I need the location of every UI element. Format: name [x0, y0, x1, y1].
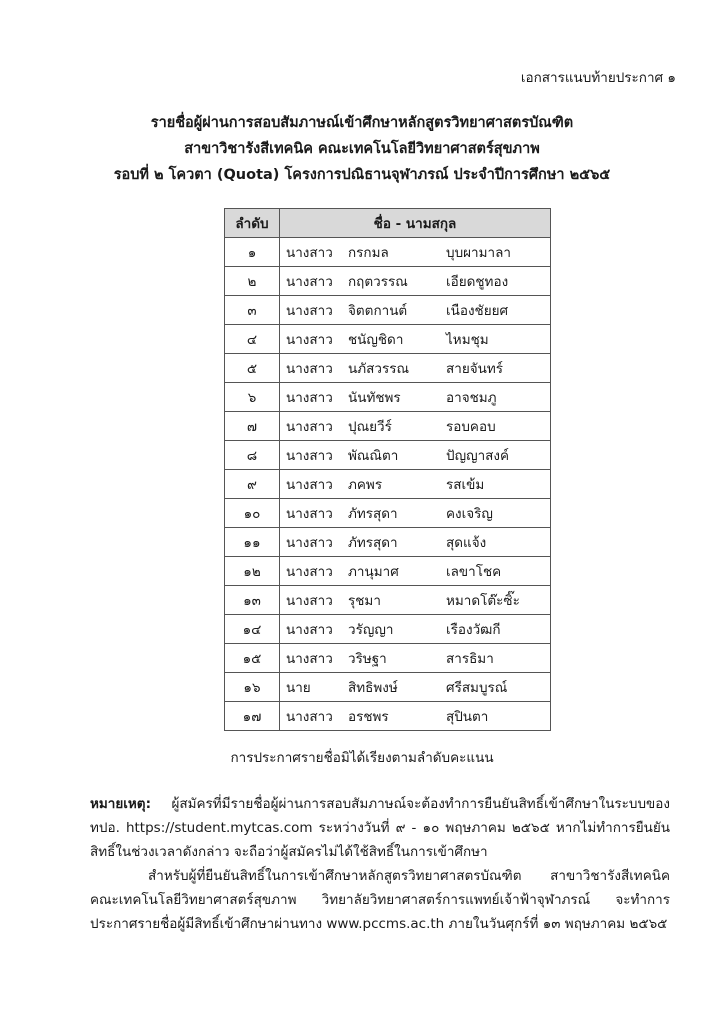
name-title: นางสาว — [286, 506, 333, 522]
first-name: สิทธิพงษ์ — [348, 680, 398, 696]
row-number: ๙ — [225, 470, 280, 499]
table-row — [225, 296, 551, 325]
table-body — [225, 238, 551, 731]
first-name: ภัทรสุดา — [348, 506, 398, 522]
table-row — [225, 238, 551, 267]
last-name: ศรีสมบูรณ์ — [446, 680, 508, 696]
name-title: นางสาว — [286, 274, 333, 290]
row-name-cell — [280, 528, 551, 557]
last-name: เลขาโชค — [446, 564, 502, 580]
row-name-cell — [280, 267, 551, 296]
first-name: พัณณิตา — [348, 448, 399, 464]
table-row — [225, 586, 551, 615]
table-row — [225, 441, 551, 470]
row-name-cell — [280, 412, 551, 441]
last-name: หมาดโต๊ะซิ๊ะ — [446, 593, 520, 609]
name-title: นางสาว — [286, 448, 333, 464]
last-name: เรืองวัฒกี — [446, 622, 501, 638]
name-title: นางสาว — [286, 477, 333, 493]
remark-text-1: ผู้สมัครที่มีรายชื่อผู้ผ่านการสอบสัมภาษณ์จะต้องทำการยืนยันสิทธิ์เข้าศึกษาในระบบของ ทปอ. https://student.mytcas.com ระหว่างวันที่ ๙ - ๑๐ พฤษภาคม ๒๕๖๕ หากไม่ทำการยืนยันสิทธิ์ในช่วงเวลาดังกล่าว จะถือว่าผู้สมัครไม่ได้ใช้สิทธิ์ในการเข้าศึกษา — [90, 796, 670, 860]
name-title: นางสาว — [286, 593, 333, 609]
name-title: นางสาว — [286, 535, 333, 551]
table-row — [225, 673, 551, 702]
row-number: ๑๐ — [225, 499, 280, 528]
first-name: นภัสวรรณ — [348, 361, 409, 377]
row-number: ๓ — [225, 296, 280, 325]
row-name-cell — [280, 644, 551, 673]
last-name: สุดแจ้ง — [446, 535, 487, 551]
first-name: วรัญญา — [348, 622, 394, 638]
row-number: ๑๓ — [225, 586, 280, 615]
row-number: ๒ — [225, 267, 280, 296]
name-title: นางสาว — [286, 390, 333, 406]
row-number: ๔ — [225, 325, 280, 354]
name-title: นางสาว — [286, 245, 333, 261]
last-name: รอบคอบ — [446, 419, 496, 435]
row-name-cell — [280, 238, 551, 267]
row-name-cell — [280, 557, 551, 586]
table-row — [225, 528, 551, 557]
row-name-cell — [280, 499, 551, 528]
heading-line-2: สาขาวิชารังสีเทคนิค คณะเทคโนโลยีวิทยาศาสตร์สุขภาพ — [184, 141, 540, 157]
remark-paragraph-1 — [90, 792, 670, 864]
column-header-name: ชื่อ - นามสกุล — [280, 209, 551, 238]
name-title: นางสาว — [286, 709, 333, 725]
row-number: ๑๒ — [225, 557, 280, 586]
first-name: ปุณยวีร์ — [348, 419, 392, 435]
last-name: อาจชมภู — [446, 390, 497, 406]
column-header-number: ลำดับ — [225, 209, 280, 238]
remark-label: หมายเหตุ: — [90, 796, 151, 812]
name-title: นาย — [286, 680, 311, 696]
name-title: นางสาว — [286, 303, 333, 319]
row-number: ๑๑ — [225, 528, 280, 557]
first-name: ชนัญชิดา — [348, 332, 404, 348]
row-number: ๖ — [225, 383, 280, 412]
name-title: นางสาว — [286, 622, 333, 638]
row-number: ๑๔ — [225, 615, 280, 644]
first-name: จิตตกานต์ — [348, 303, 408, 319]
row-number: ๑๖ — [225, 673, 280, 702]
row-name-cell — [280, 325, 551, 354]
table-row — [225, 644, 551, 673]
first-name: ภัทรสุดา — [348, 535, 398, 551]
last-name: สุปินตา — [446, 709, 489, 725]
row-name-cell — [280, 586, 551, 615]
row-name-cell — [280, 702, 551, 731]
table-row — [225, 499, 551, 528]
last-name: ปัญญาสงค์ — [446, 448, 510, 464]
row-number: ๗ — [225, 412, 280, 441]
row-number: ๑๗ — [225, 702, 280, 731]
last-name: เอียดชูทอง — [446, 274, 509, 290]
last-name: เนืองชัยยศ — [446, 303, 509, 319]
first-name: ภคพร — [348, 477, 383, 493]
remark-paragraph-2: สำหรับผู้ที่ยืนยันสิทธิ์ในการเข้าศึกษาหลักสูตรวิทยาศาสตรบัณฑิต สาขาวิชารังสีเทคนิค คณะเทคโนโลยีวิทยาศาสตร์สุขภาพ วิทยาลัยวิทยาศาสตร์การแพทย์เจ้าฟ้าจุฬาภรณ์ จะทำการประกาศรายชื่อผู้มีสิทธิ์เข้าศึกษาผ่านทาง www.pccms.ac.th ภายในวันศุกร์ที่ ๑๓ พฤษภาคม ๒๕๖๕ — [90, 868, 670, 932]
name-title: นางสาว — [286, 332, 333, 348]
name-title: นางสาว — [286, 564, 333, 580]
first-name: กรกมล — [348, 245, 389, 261]
first-name: รุชมา — [348, 593, 381, 609]
table-row — [225, 702, 551, 731]
table-row — [225, 267, 551, 296]
table-row — [225, 557, 551, 586]
candidate-table — [224, 208, 551, 731]
last-name: บุบผามาลา — [446, 245, 511, 261]
row-name-cell — [280, 296, 551, 325]
table-header-row — [225, 209, 551, 238]
row-number: ๕ — [225, 354, 280, 383]
table-row — [225, 325, 551, 354]
row-number: ๑๕ — [225, 644, 280, 673]
last-name: รสเข้ม — [446, 477, 485, 493]
table-row — [225, 383, 551, 412]
heading-line-3: รอบที่ ๒ โควตา (Quota) โครงการปณิธานจุฬาภรณ์ ประจำปีการศึกษา ๒๕๖๕ — [113, 167, 611, 183]
first-name: วริษฐา — [348, 651, 387, 667]
last-name: ไหมชุม — [446, 332, 489, 348]
row-name-cell — [280, 673, 551, 702]
row-name-cell — [280, 441, 551, 470]
name-title: นางสาว — [286, 419, 333, 435]
first-name: นันทัชพร — [348, 390, 401, 406]
last-name: สายจันทร์ — [446, 361, 504, 377]
first-name: อรชพร — [348, 709, 389, 725]
row-name-cell — [280, 354, 551, 383]
table-row — [225, 412, 551, 441]
table-row — [225, 615, 551, 644]
heading-line-1: รายชื่อผู้ผ่านการสอบสัมภาษณ์เข้าศึกษาหลักสูตรวิทยาศาสตรบัณฑิต — [150, 115, 574, 131]
name-title: นางสาว — [286, 361, 333, 377]
first-name: ภานุมาศ — [348, 564, 399, 580]
remark-section — [90, 792, 670, 936]
table-row — [225, 354, 551, 383]
table-row — [225, 470, 551, 499]
table-note: การประกาศรายชื่อมิได้เรียงตามลำดับคะแนน — [230, 750, 494, 766]
row-name-cell — [280, 383, 551, 412]
name-title: นางสาว — [286, 651, 333, 667]
row-name-cell — [280, 615, 551, 644]
first-name: กฤตวรรณ — [348, 274, 408, 290]
document-heading — [0, 110, 724, 188]
row-number: ๘ — [225, 441, 280, 470]
annex-label: เอกสารแนบท้ายประกาศ ๑ — [520, 70, 676, 86]
last-name: สารธิมา — [446, 651, 494, 667]
row-name-cell — [280, 470, 551, 499]
row-number: ๑ — [225, 238, 280, 267]
last-name: คงเจริญ — [446, 506, 493, 522]
